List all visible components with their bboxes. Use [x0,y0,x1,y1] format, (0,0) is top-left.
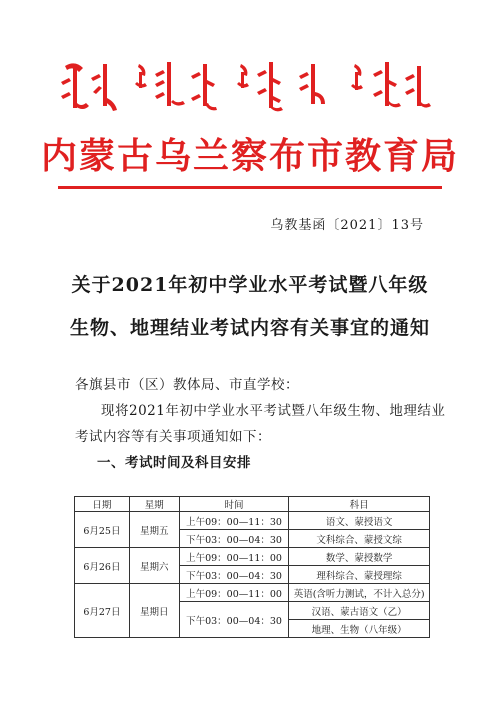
table-row [75,548,430,566]
header-weekday: 星期 [129,497,179,512]
notice-title-line-2: 生物、地理结业考试内容有关事宜的通知 [69,317,430,339]
addressee: 各旗县市（区）教体局、市直学校： [75,377,299,393]
mongolian-script-header [55,58,435,120]
time-cell: 下午03：00—04：30 [179,566,289,584]
time-cell: 下午03：00—04：30 [179,530,289,548]
letterhead-red-rule [58,186,442,189]
subject-cell: 文科综合、蒙授文综 [289,530,430,548]
header-date: 日期 [75,497,130,512]
notice-title-line-1: 关于2021年初中学业水平考试暨八年级 [71,274,429,296]
time-cell: 上午09：00—11：00 [179,548,289,566]
weekday-cell: 星期日 [129,584,179,638]
weekday-cell: 星期五 [129,512,179,548]
subject-cell: 理科综合、蒙授理综 [289,566,430,584]
subject-cell: 语文、蒙授语文 [289,512,430,530]
table-header-row [75,497,430,512]
table-row [75,584,430,602]
weekday-cell: 星期六 [129,548,179,584]
header-subject: 科目 [289,497,430,512]
letterhead-org-name: 内蒙古乌兰察布市教育局 [40,135,459,177]
date-cell: 6月27日 [75,584,130,638]
subject-cell: 英语(含听力测试，不计入总分) [289,584,430,602]
subject-cell: 汉语、蒙古语文（乙） [289,602,430,620]
date-cell: 6月26日 [75,548,130,584]
time-cell: 下午03：00—04：30 [179,602,289,638]
time-cell: 上午09：00—11：00 [179,584,289,602]
document-number: 乌教基函〔2021〕13号 [270,218,424,233]
subject-cell: 地理、生物（八年级） [289,620,430,638]
section-heading-1: 一、考试时间及科目安排 [97,455,251,471]
paragraph-1-line-2: 考试内容等有关事项通知如下： [75,429,271,445]
exam-schedule-table [74,496,430,638]
table-row [75,512,430,530]
time-cell: 上午09：00—11：30 [179,512,289,530]
date-cell: 6月25日 [75,512,130,548]
subject-cell: 数学、蒙授数学 [289,548,430,566]
paragraph-1-line-1: 现将2021年初中学业水平考试暨八年级生物、地理结业 [101,403,446,419]
header-time: 时间 [179,497,289,512]
